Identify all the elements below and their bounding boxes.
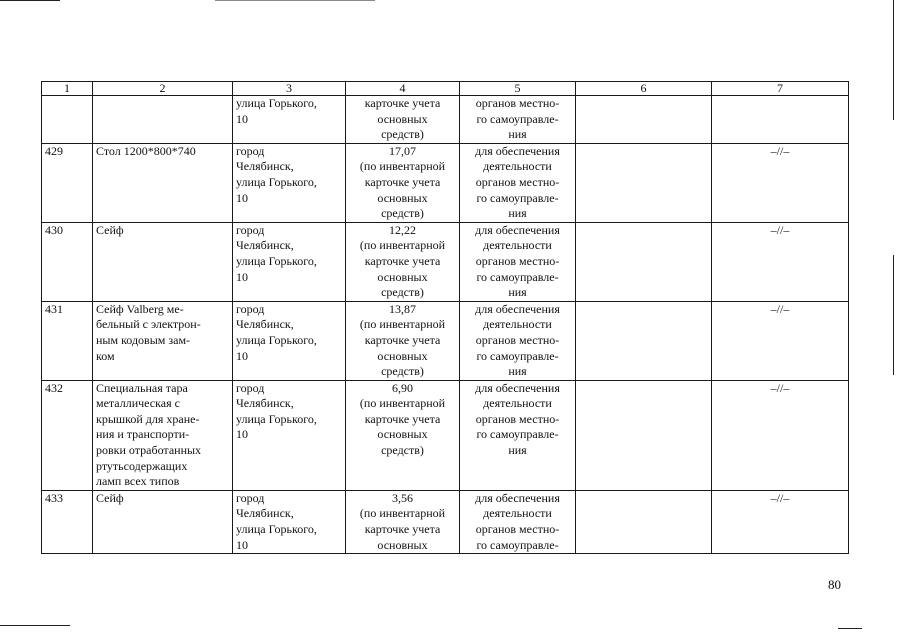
item-number-cell [42, 222, 93, 301]
scan-edge-top [0, 0, 60, 1]
item-name-cell [93, 490, 233, 553]
item-name-cell [93, 301, 233, 380]
table-row [42, 143, 849, 222]
item-address: город Челябинск, улица Горького, 10 [236, 490, 317, 552]
item-value: карточке учета основных средств) [364, 96, 441, 142]
col6-cell [576, 301, 712, 380]
item-number: 433 [45, 490, 63, 505]
purpose-cell [460, 301, 576, 380]
item-name-cell [93, 222, 233, 301]
column-header: 4 [346, 82, 460, 96]
col6-cell [576, 143, 712, 222]
table-row [42, 490, 849, 553]
item-number: 432 [45, 380, 63, 395]
item-address: город Челябинск, улица Горького, 10 [236, 222, 317, 284]
col7-cell [712, 143, 849, 222]
item-name-cell [93, 143, 233, 222]
column-header: 3 [233, 82, 346, 96]
table-row [42, 380, 849, 490]
column-header: 5 [460, 82, 576, 96]
value-cell [346, 490, 460, 553]
col6-cell [576, 96, 712, 144]
purpose-cell [460, 380, 576, 490]
item-purpose: органов местно- го самоуправле- ния [475, 96, 560, 142]
item-number: 429 [45, 143, 63, 158]
scan-edge-bottom-right [838, 628, 862, 629]
address-cell [233, 301, 346, 380]
item-address: улица Горького, 10 [236, 96, 317, 126]
scan-edge-right [893, 0, 894, 120]
item-address: город Челябинск, улица Горького, 10 [236, 380, 317, 442]
item-name-cell [93, 380, 233, 490]
item-name: Сейф Valberg ме- бельный с электрон- ным кодовым зам- ком [96, 301, 201, 363]
item-number-cell [42, 96, 93, 144]
col6-cell [576, 490, 712, 553]
column-header: 6 [576, 82, 712, 96]
page-number: 80 [828, 577, 841, 592]
col7-cell [712, 380, 849, 490]
column-header: 1 [42, 82, 93, 96]
item-value: 12,22 (по инвентарной карточке учета основных средств) [359, 222, 446, 300]
col7-value: –//– [770, 301, 790, 316]
item-purpose: для обеспечения деятельности органов местно- го самоуправле- ния [475, 143, 560, 221]
purpose-cell [460, 490, 576, 553]
purpose-cell [460, 96, 576, 144]
item-purpose: для обеспечения деятельности органов местно- го самоуправле- ния [475, 380, 560, 458]
item-value: 6,90 (по инвентарной карточке учета основных средств) [359, 380, 446, 458]
scan-edge-bottom-left [0, 625, 70, 626]
column-number-row [42, 82, 849, 96]
value-cell [346, 222, 460, 301]
col6-cell [576, 222, 712, 301]
col7-value: –//– [770, 380, 790, 395]
item-name: Стол 1200*800*740 [96, 143, 196, 158]
item-number-cell [42, 301, 93, 380]
item-value: 13,87 (по инвентарной карточке учета основных средств) [359, 301, 446, 379]
item-name: Сейф [96, 222, 124, 237]
col7-cell [712, 490, 849, 553]
value-cell [346, 301, 460, 380]
column-header: 2 [93, 82, 233, 96]
table-row [42, 222, 849, 301]
address-cell [233, 222, 346, 301]
address-cell [233, 96, 346, 144]
value-cell [346, 380, 460, 490]
table-row [42, 96, 849, 144]
column-header: 7 [712, 82, 849, 96]
value-cell [346, 143, 460, 222]
purpose-cell [460, 222, 576, 301]
item-number: 430 [45, 222, 63, 237]
scan-edge-top-2 [215, 0, 375, 1]
item-number-cell [42, 143, 93, 222]
item-purpose: для обеспечения деятельности органов местно- го самоуправле- ния [475, 301, 560, 379]
item-number: 431 [45, 301, 63, 316]
address-cell [233, 143, 346, 222]
item-name: Сейф [96, 490, 124, 505]
item-purpose: для обеспечения деятельности органов местно- го самоуправле- [475, 490, 560, 552]
item-address: город Челябинск, улица Горького, 10 [236, 301, 317, 363]
col6-cell [576, 380, 712, 490]
item-address: город Челябинск, улица Горького, 10 [236, 143, 317, 205]
col7-cell [712, 222, 849, 301]
col7-value: –//– [770, 143, 790, 158]
scan-edge-right-2 [893, 255, 894, 375]
property-register-table [41, 81, 849, 554]
purpose-cell [460, 143, 576, 222]
address-cell [233, 490, 346, 553]
col7-cell [712, 301, 849, 380]
item-value: 17,07 (по инвентарной карточке учета основных средств) [359, 143, 446, 221]
item-number-cell [42, 380, 93, 490]
col7-cell [712, 96, 849, 144]
item-purpose: для обеспечения деятельности органов местно- го самоуправле- ния [475, 222, 560, 300]
col7-value: –//– [770, 490, 790, 505]
value-cell [346, 96, 460, 144]
item-name: Специальная тара металлическая с крышкой для хране- ния и транспорти- ровки отработанных ртутьсодержащих ламп всех типов [96, 380, 202, 489]
address-cell [233, 380, 346, 490]
item-name-cell [93, 96, 233, 144]
table-row [42, 301, 849, 380]
col7-value: –//– [770, 222, 790, 237]
item-value: 3,56 (по инвентарной карточке учета основных [359, 490, 446, 552]
item-number-cell [42, 490, 93, 553]
